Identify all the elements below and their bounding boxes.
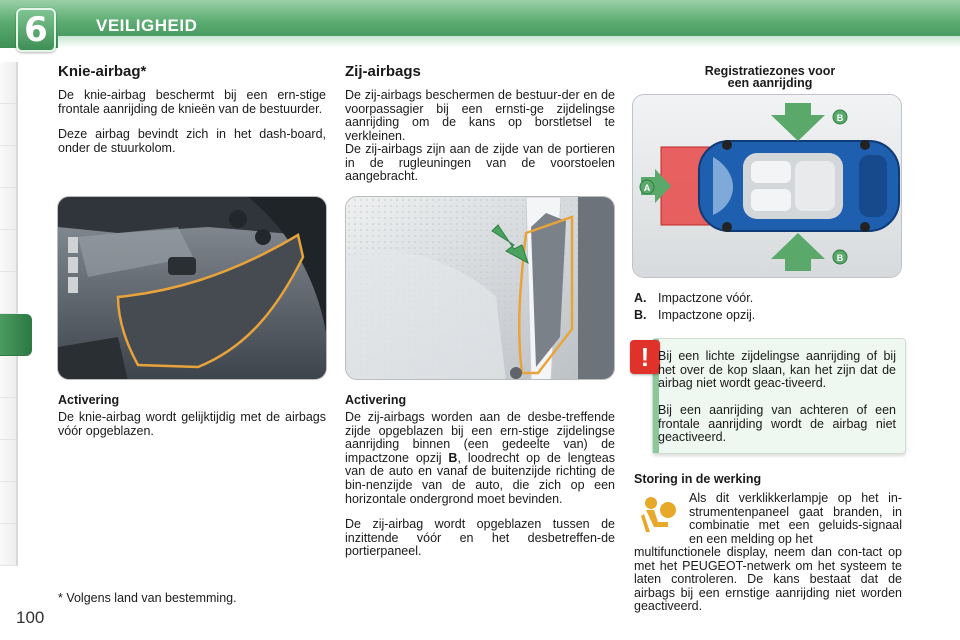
chapter-title: VEILIGHEID: [96, 16, 198, 35]
airbag-warning-icon: [638, 494, 678, 534]
legend-row-b: [634, 308, 755, 322]
side-airbags-para2: De zij-airbags zijn aan de zijde van de portieren in de rugleuningen van de voorstoelen aangebracht.: [345, 142, 615, 184]
side-airbag-photo: [345, 196, 615, 380]
chapter-tab[interactable]: [0, 146, 18, 188]
chapter-tab[interactable]: [0, 188, 18, 230]
chapter-tab[interactable]: [0, 62, 18, 104]
chapter-number-badge: 6: [16, 8, 56, 52]
zone-label-b-bottom: B: [836, 253, 844, 263]
side-airbags-para3: De zij-airbag wordt opgeblazen tussen de inzittende vóór en het desbetreffen-de portierpaneel.: [345, 517, 615, 559]
chapter-tab[interactable]: [0, 104, 18, 146]
footnote: * Volgens land van bestemming.: [58, 591, 237, 605]
side-airbags-title: Zij-airbags: [345, 63, 421, 80]
header-fade: [58, 36, 960, 48]
knee-airbag-photo: [57, 196, 327, 380]
chapter-tabs: [0, 62, 18, 576]
diagram-title-line2: een aanrijding: [727, 76, 813, 90]
activation-text-part: , loodrecht op de lengteas van de auto en vanaf de buitenzijde richting de bin-nenzijde van de auto, die zich op een horizontale ondergrond moet bevinden.: [345, 450, 615, 506]
side-activation-title: Activering: [345, 393, 407, 407]
chapter-tab[interactable]: [0, 230, 18, 272]
legend-text: Impactzone opzij.: [658, 308, 756, 322]
chapter-tab[interactable]: [0, 440, 18, 482]
activation-zone-letter: B: [448, 450, 458, 465]
chapter-tab[interactable]: [0, 272, 18, 314]
zone-label-a: A: [643, 183, 651, 193]
fault-text-full: multifunctionele display, neem dan con-tact op met het PEUGEOT-netwerk om het systeem te laten controleren. De kans bestaat dat de airbags bij een ernstige aanrijding niet worden geactiveerd.: [634, 545, 902, 614]
knee-airbag-para2: Deze airbag bevindt zich in het dash-board, onder de stuurkolom.: [58, 127, 326, 155]
legend-key: B.: [634, 308, 647, 322]
zone-label-b-top: B: [836, 113, 844, 123]
exclamation-icon: !: [630, 340, 660, 374]
legend-key: A.: [634, 291, 647, 305]
impact-zone-diagram: [632, 94, 902, 278]
knee-activation-text: De knie-airbag wordt gelijktijdig met de airbags vóór opgeblazen.: [58, 410, 326, 438]
chapter-tab[interactable]: [0, 482, 18, 524]
warning-para1: Bij een lichte zijdelingse aanrijding of bij het over de kop slaan, kan het zijn dat de airbag niet wordt geac-tiveerd.: [658, 349, 896, 391]
side-activation-text: [345, 411, 615, 506]
activation-text-part: De zij-airbags worden aan de desbe-treffende zijde opgeblazen bij een ern-stige zijdelingse aanrijding binnen (een gedeelte van) de impactzone opzij: [345, 410, 615, 465]
chapter-tab[interactable]: [0, 524, 18, 566]
warning-para2: Bij een aanrijding van achteren of een frontale aanrijding wordt de airbag niet geactiveerd.: [658, 403, 896, 445]
chapter-tab-active[interactable]: [0, 314, 32, 356]
legend-row-a: [634, 291, 753, 305]
chapter-tab[interactable]: [0, 356, 18, 398]
chapter-tab[interactable]: [0, 398, 18, 440]
legend-text: Impactzone vóór.: [658, 291, 754, 305]
knee-airbag-title: Knie-airbag*: [58, 63, 147, 80]
knee-activation-title: Activering: [58, 393, 120, 407]
fault-text-indented: Als dit verklikkerlampje op het in-strumentenpaneel gaat branden, in combinatie met een geluids-signaal en een melding op het: [689, 491, 902, 546]
knee-airbag-para1: De knie-airbag beschermt bij een ern-stige frontale aanrijding de knieën van de bestuurder.: [58, 88, 326, 116]
page-number: 100: [16, 608, 45, 627]
diagram-title-line1: Registratiezones voor: [704, 64, 836, 78]
fault-title: Storing in de werking: [634, 472, 762, 486]
side-airbags-para1: De zij-airbags beschermen de bestuur-der en de voorpassagier bij een ernsti-ge zijdelingse aanrijding om de kans op borstletsel te verkleinen.: [345, 88, 615, 143]
